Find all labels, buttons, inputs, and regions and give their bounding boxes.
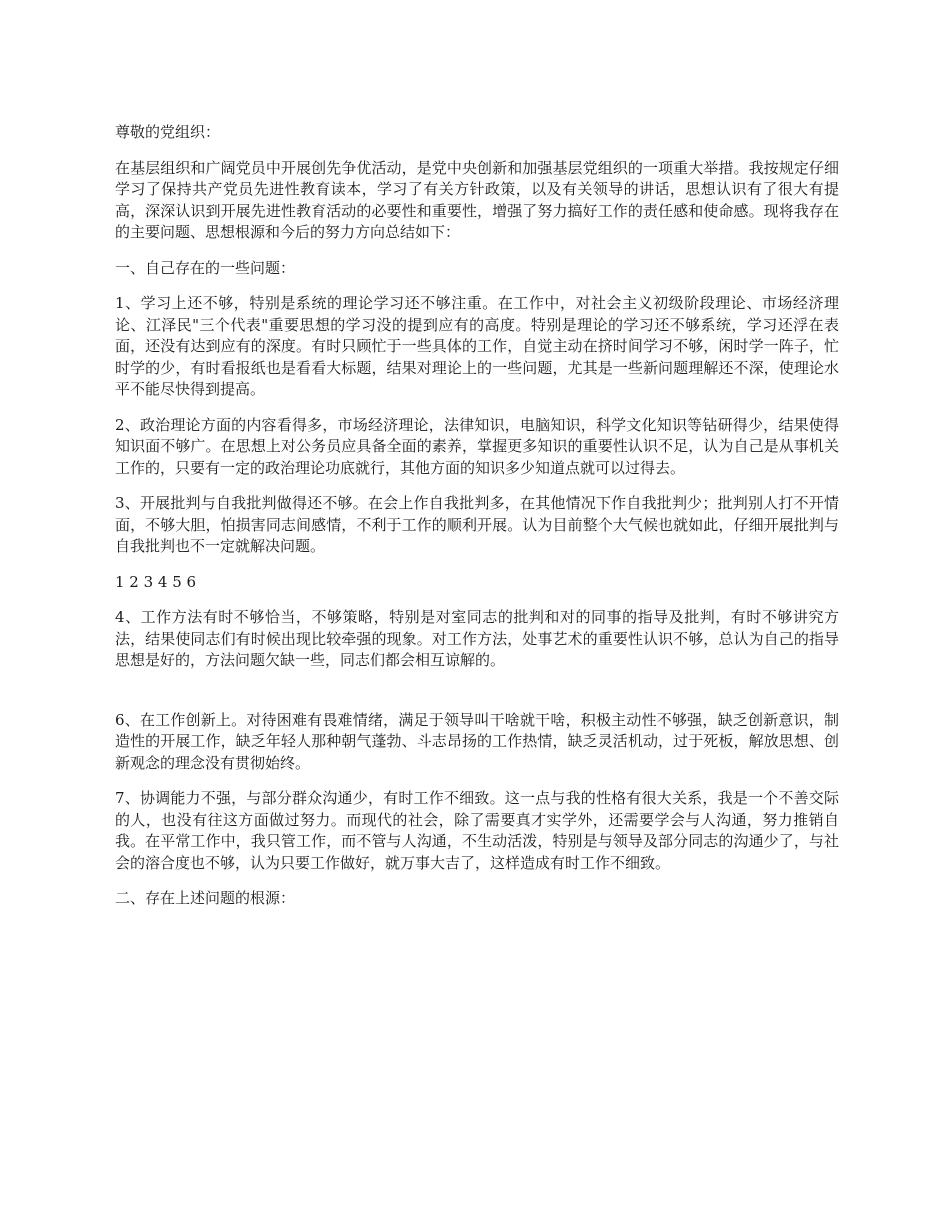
problem-item-7: 7、协调能力不强，与部分群众沟通少，有时工作不细致。这一点与我的性格有很大关系，我是一个不善交际的人，也没有往这方面做过努力。而现代的社会，除了需要真才实学外，还需要学会与人沟通，努力推销自我。在平常工作中，我只管工作，而不管与人沟通，不生动活泼，特别是与领导及部分同志的沟通少了，与社会的溶合度也不够，认为只要工作做好，就万事大吉了，这样造成有时工作不细致。 <box>115 789 839 872</box>
problem-item-1: 1、学习上还不够，特别是系统的理论学习还不够注重。在工作中，对社会主义初级阶段理论、市场经济理论、江泽民"三个代表"重要思想的学习没的提到应有的高度。特别是理论的学习还不够系统，学习还浮在表面，还没有达到应有的深度。有时只顾忙于一些具体的工作，自觉主动在挤时间学习不够，闲时学一阵子，忙时学的少，有时看报纸也是看看大标题，结果对理论上的一些问题，尤其是一些新问题理解还不深，使理论水平不能尽快得到提高。 <box>115 294 839 398</box>
page-number-list: 1 2 3 4 5 6 <box>115 572 197 591</box>
section-heading-problems: 一、自己存在的一些问题： <box>115 258 296 277</box>
problem-item-3: 3、开展批判与自我批判做得还不够。在会上作自我批判多，在其他情况下作自我批判少；批判别人打不开情面，不够大胆，怕损害同志间感情，不利于工作的顺利开展。认为目前整个大气候也就如此，仔细开展批判与自我批判也不一定就解决问题。 <box>115 494 839 555</box>
problem-item-4: 4、工作方法有时不够恰当，不够策略，特别是对室同志的批判和对的同事的指导及批判，有时不够讲究方法，结果使同志们有时候出现比较牵强的现象。对工作方法，处事艺术的重要性认识不够，总认为自己的指导思想是好的，方法问题欠缺一些，同志们都会相互谅解的。 <box>115 608 839 669</box>
salutation: 尊敬的党组织： <box>115 123 221 141</box>
section-heading-roots: 二、存在上述问题的根源： <box>115 889 296 907</box>
intro-paragraph: 在基层组织和广阔党员中开展创先争优活动，是党中央创新和加强基层党组织的一项重大举措。我按规定仔细学习了保持共产党员先进性教育读本，学习了有关方针政策，以及有关领导的讲话，思想认识有了很大有提高，深深认识到开展先进性教育活动的必要性和重要性，增强了努力搞好工作的责任感和使命感。现将我存在的主要问题、思想根源和今后的努力方向总结如下： <box>115 158 839 241</box>
problem-item-6: 6、在工作创新上。对待困难有畏难情绪，满足于领导叫干啥就干啥，积极主动性不够强，缺乏创新意识，制造性的开展工作，缺乏年轻人那种朝气蓬勃、斗志昂扬的工作热情，缺乏灵活机动，过于死板，解放思想、创新观念的理念没有贯彻始终。 <box>115 710 839 772</box>
problem-item-2: 2、政治理论方面的内容看得多，市场经济理论，法律知识，电脑知识，科学文化知识等钻研得少，结果使得知识面不够广。在思想上对公务员应具备全面的素养，掌握更多知识的重要性认识不足，认为自己是从事机关工作的，只要有一定的政治理论功底就行，其他方面的知识多少知道点就可以过得去。 <box>115 415 839 477</box>
document-page <box>115 122 839 924</box>
